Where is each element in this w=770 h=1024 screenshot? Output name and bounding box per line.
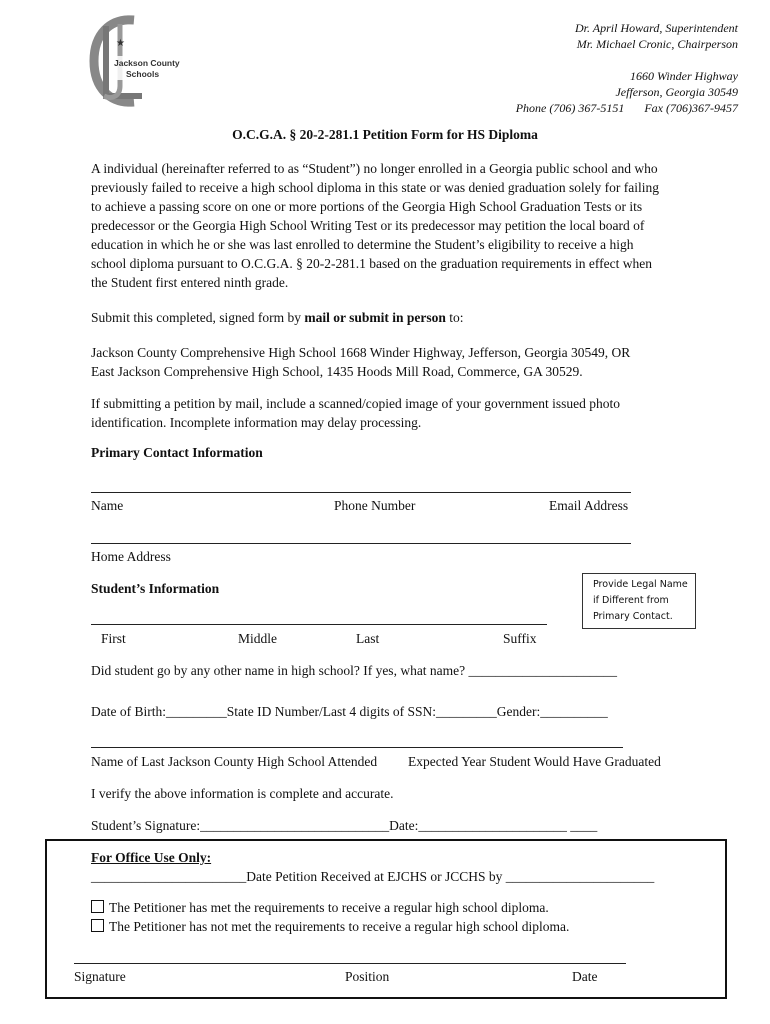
contact-line — [516, 100, 738, 116]
office-date-label: Date — [572, 969, 598, 984]
first-label: First — [101, 631, 126, 646]
not-met-checkbox[interactable] — [91, 919, 104, 932]
address-line2: Jefferson, Georgia 30549 — [615, 85, 738, 99]
note-line: Primary Contact. — [593, 611, 673, 622]
phone-label: Phone Number — [334, 498, 416, 513]
intro-line: to achieve a passing score on one or more portions of the Georgia High School Graduation Tests or its — [91, 199, 643, 214]
header-officials — [575, 20, 738, 52]
email-label: Email Address — [549, 498, 629, 513]
legal-name-note — [582, 573, 696, 629]
jcs-seal-icon — [90, 16, 180, 106]
intro-line: previously failed to receive a high school diploma in this state or was denied graduation solely for failing — [91, 180, 659, 195]
mail-note — [91, 394, 681, 432]
submit-prefix: Submit this completed, signed form by — [91, 310, 305, 325]
intro-line: predecessor or the Georgia High School Writing Test or its predecessor may petition the local board of — [91, 218, 645, 233]
home-address-field[interactable] — [91, 543, 631, 544]
intro-line: school diploma pursuant to O.C.G.A. § 20-2-281.1 based on the graduation requirements in effect when — [91, 256, 653, 271]
option-met-row — [91, 900, 549, 916]
office-signature-label: Signature — [74, 969, 126, 984]
logo-text-line1: Jackson County — [114, 58, 180, 68]
intro-line: education in which he or she was last enrolled to determine the Student’s eligibility to receive a high — [91, 237, 634, 252]
header-address — [516, 68, 738, 116]
student-name-field[interactable] — [91, 624, 547, 625]
home-address-label: Home Address — [91, 549, 171, 564]
last-school-label: Name of Last Jackson County High School Attended — [91, 754, 378, 769]
logo-text-line2: Schools — [126, 69, 160, 79]
office-use-heading: For Office Use Only: — [91, 850, 212, 865]
office-position-label: Position — [345, 969, 390, 984]
option-not-met-label: The Petitioner has not met the requirements to receive a regular high school diploma. — [109, 919, 570, 934]
school-address: Jackson County Comprehensive High School 1668 Winder Highway, Jefferson, Georgia 30549, OR — [91, 345, 631, 360]
school-grad-field[interactable] — [91, 747, 623, 748]
submit-suffix: to: — [445, 310, 464, 325]
note-line: if Different from — [593, 595, 669, 606]
address-line1: 1660 Winder Highway — [630, 69, 738, 83]
signature-date-line[interactable]: Student’s Signature:____________________________Date:______________________ ____ — [91, 818, 598, 833]
intro-line: A individual (hereinafter referred to as “Student”) no longer enrolled in a Georgia public school and who — [91, 161, 658, 176]
suffix-label: Suffix — [503, 631, 537, 646]
verify-statement: I verify the above information is complete and accurate. — [91, 786, 394, 801]
name-phone-email-field[interactable] — [91, 492, 631, 493]
grad-year-label: Expected Year Student Would Have Graduated — [408, 754, 661, 769]
option-met-label: The Petitioner has met the requirements to receive a regular high school diploma. — [109, 900, 549, 915]
submit-method: mail or submit in person — [304, 310, 446, 325]
phone: Phone (706) 367-5151 — [515, 101, 625, 115]
last-label: Last — [356, 631, 380, 646]
middle-label: Middle — [238, 631, 277, 646]
svg-text:★: ★ — [116, 38, 125, 49]
school-addresses — [91, 343, 681, 381]
fax: Fax (706)367-9457 — [644, 101, 738, 115]
form-title: O.C.G.A. § 20-2-281.1 Petition Form for HS Diploma — [232, 127, 538, 142]
student-info-heading: Student’s Information — [91, 581, 220, 596]
office-signature-field[interactable] — [74, 963, 626, 964]
superintendent: Dr. April Howard, Superintendent — [574, 21, 738, 35]
dob-ssn-gender-line[interactable]: Date of Birth:_________State ID Number/Last 4 digits of SSN:_________Gender:__________ — [91, 704, 608, 719]
mail-note-line: identification. Incomplete information may delay processing. — [91, 415, 422, 430]
date-received-line[interactable]: _______________________Date Petition Received at EJCHS or JCCHS by ______________________ — [91, 869, 655, 884]
met-checkbox[interactable] — [91, 900, 104, 913]
mail-note-line: If submitting a petition by mail, include a scanned/copied image of your government issued photo — [91, 396, 621, 411]
intro-paragraph — [91, 159, 681, 292]
name-label: Name — [91, 498, 124, 513]
submit-instructions — [91, 308, 681, 327]
primary-contact-heading: Primary Contact Information — [91, 445, 263, 460]
intro-line: the Student first entered ninth grade. — [91, 275, 289, 290]
school-address: East Jackson Comprehensive High School, 1435 Hoods Mill Road, Commerce, GA 30529. — [91, 364, 583, 379]
note-line: Provide Legal Name — [593, 579, 688, 590]
option-not-met-row — [91, 919, 569, 935]
other-name-question[interactable]: Did student go by any other name in high school? If yes, what name? ______________________ — [91, 663, 618, 678]
jackson-county-schools-logo — [90, 16, 180, 106]
chairperson: Mr. Michael Cronic, Chairperson — [576, 37, 738, 51]
